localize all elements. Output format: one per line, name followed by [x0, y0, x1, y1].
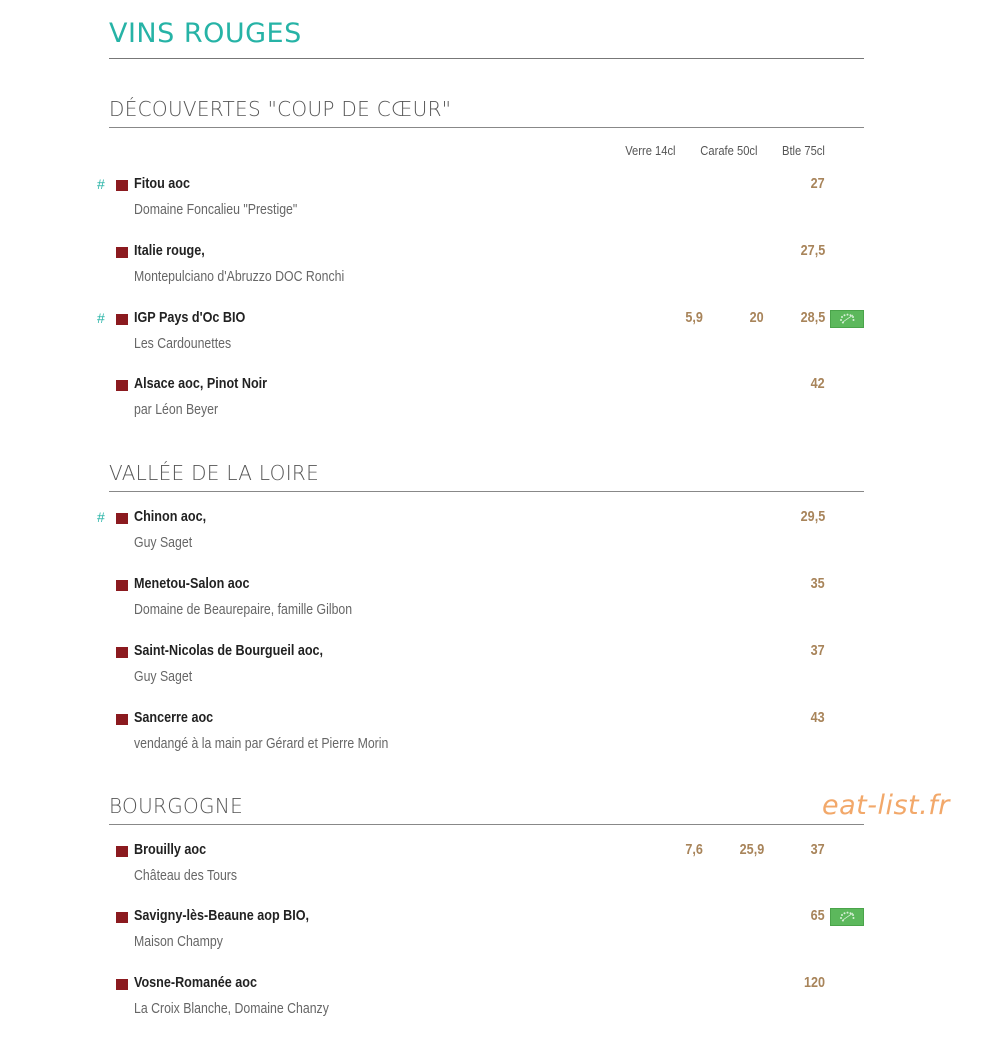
red-square-icon	[116, 979, 128, 990]
section-title-decouvertes: DÉCOUVERTES "COUP DE CŒUR"	[109, 97, 452, 121]
wine-entry	[0, 710, 989, 770]
red-square-icon	[116, 180, 128, 191]
wine-name: Savigny-lès-Beaune aop BIO,	[134, 907, 310, 924]
wine-name: Sancerre aoc	[134, 709, 214, 726]
wine-description: Les Cardounettes	[134, 335, 232, 352]
wine-name: Vosne-Romanée aoc	[134, 974, 258, 991]
price-verre: 7,6	[685, 841, 703, 858]
price-btle: 37	[810, 642, 825, 659]
wine-entry	[0, 310, 989, 370]
section-divider	[109, 491, 864, 492]
section-title-bourgogne: BOURGOGNE	[109, 794, 244, 818]
section-divider	[109, 824, 864, 825]
hash-marker: #	[97, 310, 105, 326]
wine-description: Guy Saget	[134, 534, 193, 551]
column-header-carafe: Carafe 50cl	[699, 143, 757, 158]
wine-name: Italie rouge,	[134, 242, 205, 259]
wine-entry	[0, 842, 989, 902]
price-btle: 27	[810, 175, 825, 192]
price-btle: 35	[810, 575, 825, 592]
wine-entry	[0, 975, 989, 1035]
hash-marker: #	[97, 176, 105, 192]
price-btle: 37	[810, 841, 825, 858]
red-square-icon	[116, 580, 128, 591]
page-title: VINS ROUGES	[109, 18, 302, 49]
price-carafe: 20	[749, 309, 764, 326]
eu-organic-leaf-icon	[830, 310, 864, 328]
wine-description: Château des Tours	[134, 867, 238, 884]
column-header-verre: Verre 14cl	[625, 143, 676, 158]
red-square-icon	[116, 247, 128, 258]
wine-description: La Croix Blanche, Domaine Chanzy	[134, 1000, 329, 1017]
hash-marker: #	[97, 509, 105, 525]
wine-entry	[0, 576, 989, 636]
wine-entry	[0, 243, 989, 303]
wine-description: par Léon Beyer	[134, 401, 219, 418]
wine-entry	[0, 376, 989, 436]
price-btle: 29,5	[800, 508, 825, 525]
red-square-icon	[116, 714, 128, 725]
red-square-icon	[116, 912, 128, 923]
wine-entry	[0, 509, 989, 569]
wine-name: Saint-Nicolas de Bourgueil aoc,	[134, 642, 324, 659]
wine-description: Montepulciano d'Abruzzo DOC Ronchi	[134, 268, 345, 285]
wine-description: Domaine Foncalieu "Prestige"	[134, 201, 298, 218]
wine-name: Brouilly aoc	[134, 841, 207, 858]
wine-description: vendangé à la main par Gérard et Pierre Morin	[134, 735, 389, 752]
wine-name: Fitou aoc	[134, 175, 191, 192]
wine-entry	[0, 908, 989, 968]
wine-name: Chinon aoc,	[134, 508, 207, 525]
wine-name: Alsace aoc, Pinot Noir	[134, 375, 268, 392]
price-btle: 28,5	[800, 309, 825, 326]
price-verre: 5,9	[685, 309, 703, 326]
wine-name: Menetou-Salon aoc	[134, 575, 250, 592]
section-divider	[109, 127, 864, 128]
red-square-icon	[116, 647, 128, 658]
red-square-icon	[116, 380, 128, 391]
red-square-icon	[116, 846, 128, 857]
section-title-loire: VALLÉE DE LA LOIRE	[109, 461, 320, 485]
price-btle: 120	[803, 974, 825, 991]
wine-description: Domaine de Beaurepaire, famille Gilbon	[134, 601, 353, 618]
wine-description: Guy Saget	[134, 668, 193, 685]
watermark: eat-list.fr	[822, 790, 950, 821]
price-btle: 42	[810, 375, 825, 392]
price-btle: 65	[810, 907, 825, 924]
column-header-btle: Btle 75cl	[782, 143, 825, 158]
red-square-icon	[116, 513, 128, 524]
wine-entry	[0, 176, 989, 236]
red-square-icon	[116, 314, 128, 325]
wine-description: Maison Champy	[134, 933, 223, 950]
price-carafe: 25,9	[739, 841, 764, 858]
wine-name: IGP Pays d'Oc BIO	[134, 309, 246, 326]
price-btle: 27,5	[800, 242, 825, 259]
title-divider	[109, 58, 864, 59]
eu-organic-leaf-icon	[830, 908, 864, 926]
price-btle: 43	[810, 709, 825, 726]
wine-entry	[0, 643, 989, 703]
